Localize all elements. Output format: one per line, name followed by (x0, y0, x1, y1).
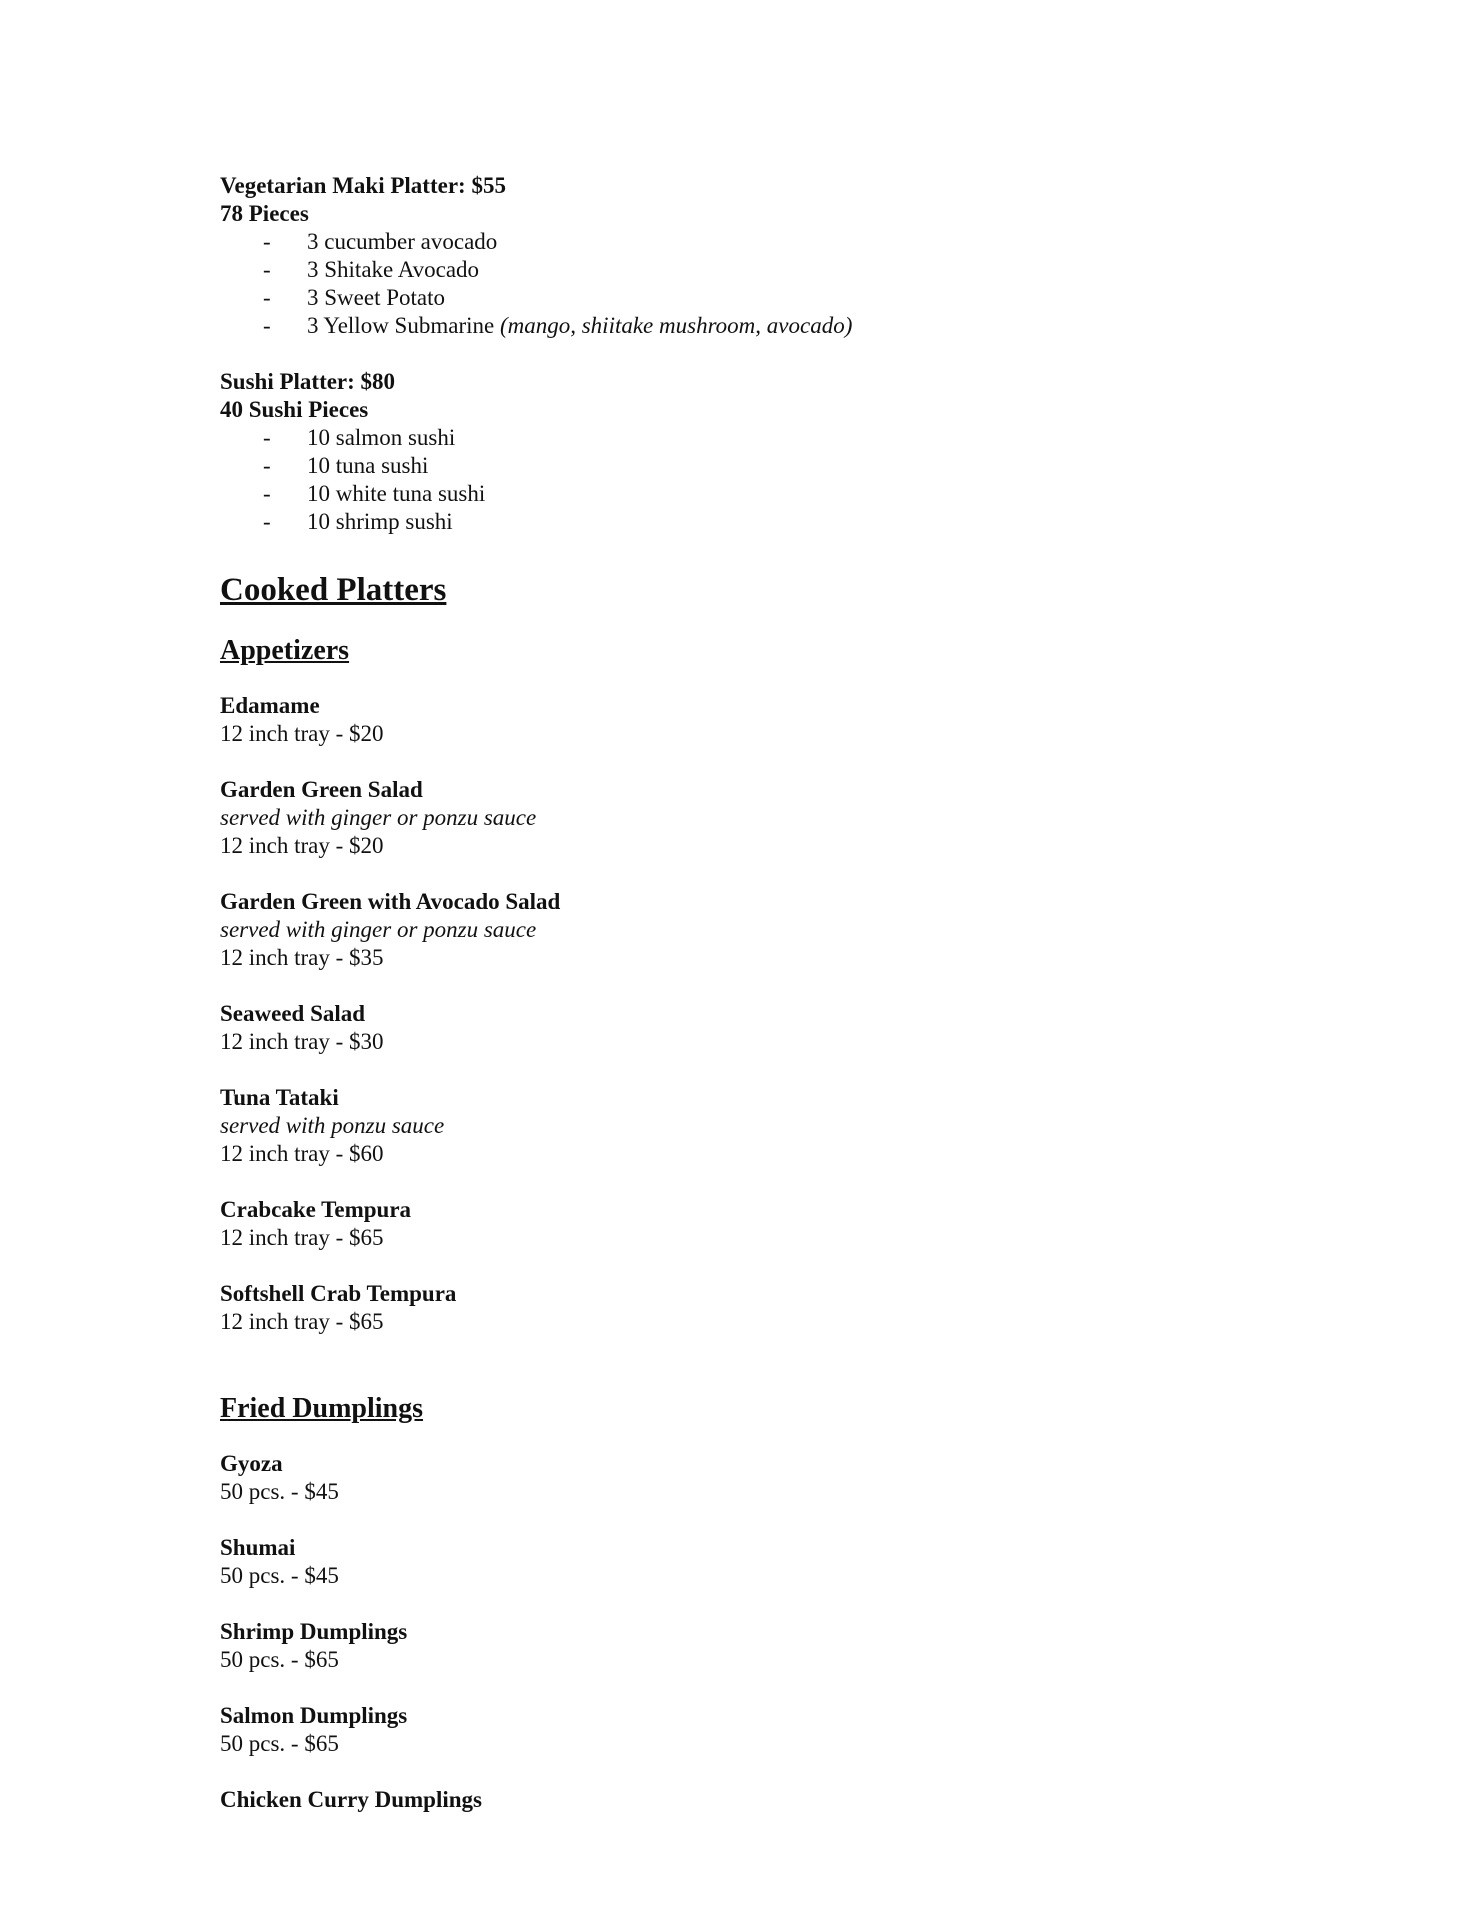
list-item (220, 256, 1320, 284)
bullet-dash: - (263, 285, 271, 310)
list-item-text: 10 shrimp sushi (307, 509, 453, 534)
menu-item (220, 1196, 1320, 1252)
vegetarian-list (220, 228, 1320, 340)
menu-item (220, 1618, 1320, 1674)
menu-item-name: Shrimp Dumplings (220, 1619, 408, 1644)
menu-item (220, 1450, 1320, 1506)
menu-item-price: 12 inch tray - $30 (220, 1029, 384, 1054)
menu-item-name: Seaweed Salad (220, 1001, 366, 1026)
vegetarian-platter-count: 78 Pieces (220, 201, 309, 226)
bullet-dash: - (263, 481, 271, 506)
menu-item-price: 12 inch tray - $65 (220, 1309, 384, 1334)
list-item (220, 424, 1320, 452)
menu-item-price: 12 inch tray - $60 (220, 1141, 384, 1166)
menu-item-price: 50 pcs. - $65 (220, 1647, 339, 1672)
list-item (220, 228, 1320, 256)
menu-item (220, 1534, 1320, 1590)
menu-item-note: served with ginger or ponzu sauce (220, 805, 537, 830)
menu-item (220, 888, 1320, 972)
list-item-text: 10 white tuna sushi (307, 481, 486, 506)
list-item-note: (mango, shiitake mushroom, avocado) (499, 313, 853, 338)
dumplings-list (220, 1450, 1320, 1814)
list-item-text: 10 tuna sushi (307, 453, 429, 478)
list-item (220, 312, 1320, 340)
list-item-text: 3 cucumber avocado (307, 229, 498, 254)
menu-item-price: 50 pcs. - $45 (220, 1479, 339, 1504)
list-item (220, 480, 1320, 508)
menu-item-name: Softshell Crab Tempura (220, 1281, 457, 1306)
subsection-heading-appetizers: Appetizers (220, 635, 350, 666)
vegetarian-platter (220, 172, 1320, 340)
list-item (220, 452, 1320, 480)
menu-item-name: Tuna Tataki (220, 1085, 339, 1110)
menu-item-name: Gyoza (220, 1451, 283, 1476)
sushi-platter (220, 368, 1320, 536)
menu-item-price: 12 inch tray - $20 (220, 833, 384, 858)
menu-item (220, 1702, 1320, 1758)
menu-item (220, 1786, 1320, 1814)
menu-item-name: Crabcake Tempura (220, 1197, 412, 1222)
sushi-list (220, 424, 1320, 536)
menu-item (220, 1000, 1320, 1056)
menu-item-name: Shumai (220, 1535, 296, 1560)
menu-item-name: Garden Green Salad (220, 777, 423, 802)
bullet-dash: - (263, 313, 271, 338)
list-item-text: 3 Yellow Submarine (307, 313, 500, 338)
subsection-heading-fried-dumplings: Fried Dumplings (220, 1393, 424, 1424)
sushi-platter-count: 40 Sushi Pieces (220, 397, 369, 422)
bullet-dash: - (263, 509, 271, 534)
appetizers-list (220, 692, 1320, 1336)
menu-item-name: Chicken Curry Dumplings (220, 1787, 482, 1812)
bullet-dash: - (263, 453, 271, 478)
sushi-platter-title: Sushi Platter: $80 (220, 369, 396, 394)
menu-item-name: Edamame (220, 693, 320, 718)
menu-item-price: 50 pcs. - $65 (220, 1731, 339, 1756)
menu-item-price: 50 pcs. - $45 (220, 1563, 339, 1588)
section-heading-cooked-platters: Cooked Platters (220, 572, 447, 608)
menu-item (220, 692, 1320, 748)
list-item-text: 10 salmon sushi (307, 425, 456, 450)
menu-item-price: 12 inch tray - $20 (220, 721, 384, 746)
menu-item (220, 1280, 1320, 1336)
menu-item-note: served with ponzu sauce (220, 1113, 445, 1138)
menu-item-name: Salmon Dumplings (220, 1703, 408, 1728)
list-item (220, 508, 1320, 536)
menu-item-price: 12 inch tray - $35 (220, 945, 384, 970)
list-item-text: 3 Sweet Potato (307, 285, 445, 310)
bullet-dash: - (263, 257, 271, 282)
menu-item (220, 776, 1320, 860)
list-item (220, 284, 1320, 312)
menu-item-price: 12 inch tray - $65 (220, 1225, 384, 1250)
bullet-dash: - (263, 229, 271, 254)
vegetarian-platter-title: Vegetarian Maki Platter: $55 (220, 173, 506, 198)
menu-item (220, 1084, 1320, 1168)
menu-item-note: served with ginger or ponzu sauce (220, 917, 537, 942)
bullet-dash: - (263, 425, 271, 450)
menu-page (220, 172, 1320, 1814)
list-item-text: 3 Shitake Avocado (307, 257, 480, 282)
menu-item-name: Garden Green with Avocado Salad (220, 889, 561, 914)
